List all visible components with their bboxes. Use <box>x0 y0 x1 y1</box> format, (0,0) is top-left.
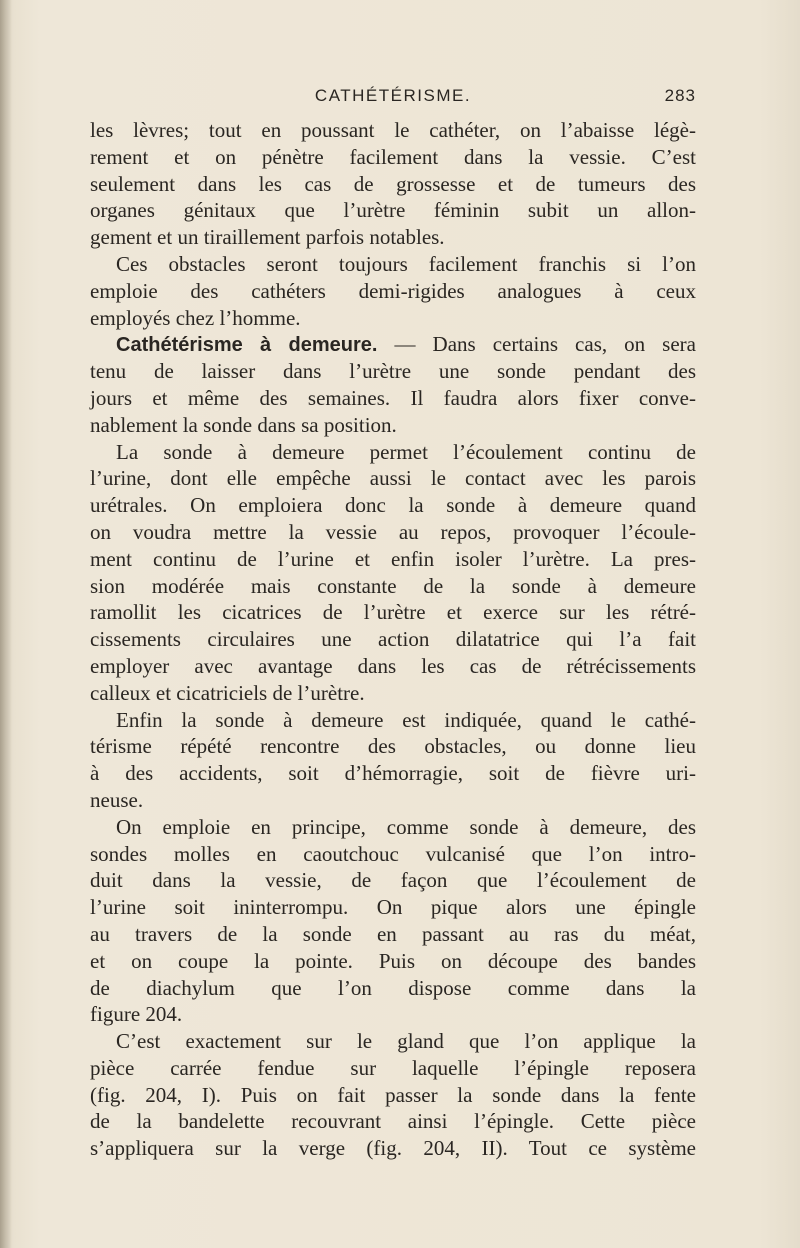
text-line: rement et on pénètre facilement dans la vessie. C’est <box>90 144 696 169</box>
text-line: urétrales. On emploiera donc la sonde à demeure quand <box>90 493 696 518</box>
text-line: cissements circulaires une action dilatatrice qui l’a fait <box>90 627 696 652</box>
text-line: à des accidents, soit d’hémorragie, soit de fièvre uri- <box>90 761 696 786</box>
text-line: au travers de la sonde en passant au ras du méat, <box>90 921 696 946</box>
text-line: de diachylum que l’on dispose comme dans la <box>90 975 696 1000</box>
page-binding-edge <box>0 0 12 1248</box>
text-line: On emploie en principe, comme sonde à demeure, des <box>116 814 696 839</box>
text-line: figure 204. <box>90 1002 183 1027</box>
text-line: emploie des cathéters demi-rigides analogues à ceux <box>90 278 696 303</box>
page-number: 283 <box>664 86 696 105</box>
text-line: C’est exactement sur le gland que l’on applique la <box>116 1029 696 1054</box>
text-line: employer avec avantage dans les cas de rétrécissements <box>90 653 696 678</box>
text-line: les lèvres; tout en poussant le cathéter, on l’abaisse légè- <box>90 118 696 142</box>
section-heading: Cathétérisme à demeure. <box>116 334 378 357</box>
running-title: CATHÉTÉRISME. <box>314 86 472 105</box>
text-line: pièce carrée fendue sur laquelle l’épingle reposera <box>90 1055 696 1080</box>
text-line: employés chez l’homme. <box>90 305 301 330</box>
running-head <box>90 82 696 108</box>
text-line: seulement dans les cas de grossesse et de tumeurs des <box>90 171 696 196</box>
text-line: (fig. 204, I). Puis on fait passer la sonde dans la fente <box>90 1082 696 1107</box>
text-line <box>90 331 696 358</box>
text-line: ramollit les cicatrices de l’urètre et exerce sur les rétré- <box>90 600 696 625</box>
text-line: Ces obstacles seront toujours facilement franchis si l’on <box>116 251 696 276</box>
text-line: neuse. <box>90 787 144 812</box>
text-line: l’urine, dont elle empêche aussi le contact avec les parois <box>90 466 696 491</box>
text-line: ment continu de l’urine et enfin isoler l’urètre. La pres- <box>90 546 696 571</box>
text-line: sion modérée mais constante de la sonde à demeure <box>90 573 696 598</box>
text-line: de la bandelette recouvrant ainsi l’épingle. Cette pièce <box>90 1109 696 1134</box>
text-line: organes génitaux que l’urètre féminin subit un allon- <box>90 198 696 223</box>
text-line: l’urine soit ininterrompu. On pique alors une épingle <box>90 895 696 920</box>
text-line: calleux et cicatriciels de l’urètre. <box>90 680 365 705</box>
text-line: térisme répété rencontre des obstacles, ou donne lieu <box>90 734 696 759</box>
text-line: duit dans la vessie, de façon que l’écoulement de <box>90 868 696 893</box>
text-line: jours et même des semaines. Il faudra alors fixer conve- <box>90 385 696 410</box>
text-line: La sonde à demeure permet l’écoulement continu de <box>116 439 696 464</box>
text-line: et on coupe la pointe. Puis on découpe des bandes <box>90 948 696 973</box>
text-line: Enfin la sonde à demeure est indiquée, quand le cathé- <box>116 707 696 732</box>
text-line: tenu de laisser dans l’urètre une sonde pendant des <box>90 359 696 384</box>
body-text <box>90 117 696 1162</box>
text-line: on voudra mettre la vessie au repos, provoquer l’écoule- <box>90 519 696 544</box>
text-line: gement et un tiraillement parfois notables. <box>90 225 445 250</box>
text-line: s’appliquera sur la verge (fig. 204, II). Tout ce système <box>90 1136 696 1161</box>
text-line: sondes molles en caoutchouc vulcanisé que l’on intro- <box>90 841 696 866</box>
text-line: nablement la sonde dans sa position. <box>90 412 397 437</box>
section-heading-continuation: — Dans certains cas, on sera <box>377 332 696 357</box>
